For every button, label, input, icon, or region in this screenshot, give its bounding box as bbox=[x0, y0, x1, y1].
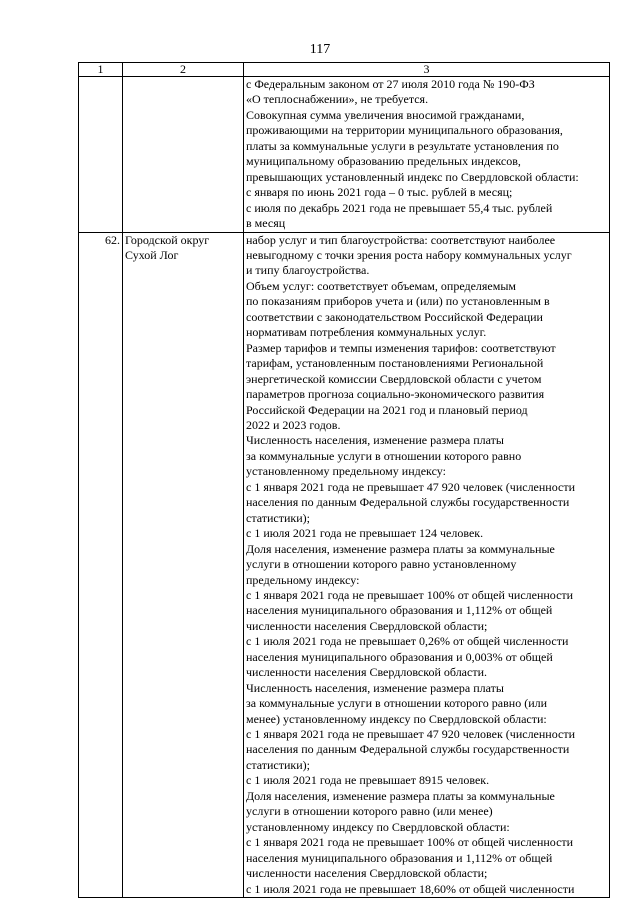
text-line: превышающих установленный индекс по Свердловской области: bbox=[246, 169, 579, 184]
text-line: невыгодному с точки зрения роста набору коммунальных услуг bbox=[246, 247, 572, 262]
text-line: Доля населения, изменение размера платы за коммунальные bbox=[246, 541, 555, 556]
text-line: населения муниципального образования и 1,112% от общей bbox=[246, 603, 553, 618]
text-line: «О теплоснабжении», не требуется. bbox=[246, 92, 429, 107]
page-number: 117 bbox=[309, 42, 331, 57]
table-header-row bbox=[79, 63, 610, 77]
text-line: параметров прогноза социально-экономического развития bbox=[246, 387, 545, 402]
column-header-3: 3 bbox=[244, 63, 610, 77]
text-line: Российской Федерации на 2021 год и плановый период bbox=[246, 402, 528, 417]
text-line: с 1 июля 2021 года не превышает 8915 человек. bbox=[246, 773, 490, 788]
text-line: соответствии с законодательством Российской Федерации bbox=[246, 309, 543, 324]
municipality-name-line: Сухой Лог bbox=[125, 247, 179, 262]
text-line: населения муниципального образования и 1,112% от общей bbox=[246, 850, 553, 865]
text-line: менее) установленному индексу по Свердловской области: bbox=[246, 711, 547, 726]
text-line: с Федеральным законом от 27 июля 2010 года № 190-ФЗ bbox=[246, 77, 535, 91]
text-line: услуги в отношении которого равно (или менее) bbox=[246, 804, 493, 819]
text-line: с 1 января 2021 года не превышает 100% от общей численности bbox=[246, 835, 574, 850]
text-line: Численность населения, изменение размера платы bbox=[246, 680, 504, 695]
text-line: и типу благоустройства. bbox=[246, 263, 370, 278]
text-line: численности населения Свердловской области; bbox=[246, 866, 488, 881]
document-table bbox=[78, 62, 610, 898]
text-line: с 1 января 2021 года не превышает 100% от общей численности bbox=[246, 587, 574, 602]
text-line: Численность населения, изменение размера платы bbox=[246, 433, 504, 448]
text-line: с 1 января 2021 года не превышает 47 920 человек (численности bbox=[246, 479, 576, 494]
row-number-cell: 62. bbox=[79, 232, 123, 897]
municipality-name-cell bbox=[123, 77, 244, 233]
text-line: статистики); bbox=[246, 510, 310, 525]
text-line: муниципальному образованию предельных индексов, bbox=[246, 154, 521, 169]
text-line: платы за коммунальные услуги в результате установления по bbox=[246, 138, 559, 153]
text-line: статистики); bbox=[246, 757, 310, 772]
text-line: в месяц bbox=[246, 216, 286, 231]
text-line: численности населения Свердловской области. bbox=[246, 665, 487, 680]
text-line: услуги в отношении которого равно установленному bbox=[246, 557, 517, 572]
text-line: предельному индексу: bbox=[246, 572, 360, 587]
municipality-name-cell bbox=[123, 232, 244, 897]
text-line: Доля населения, изменение размера платы за коммунальные bbox=[246, 788, 555, 803]
text-line: установленному индексу по Свердловской области: bbox=[246, 819, 510, 834]
text-line: с 1 января 2021 года не превышает 47 920 человек (численности bbox=[246, 727, 576, 742]
text-line: 2022 и 2023 годов. bbox=[246, 417, 341, 432]
text-line: установленному предельному индексу: bbox=[246, 464, 446, 479]
text-line: Объем услуг: соответствует объемам, определяемым bbox=[246, 278, 517, 293]
text-line: населения по данным Федеральной службы государственности bbox=[246, 495, 570, 510]
text-line: набор услуг и тип благоустройства: соответствуют наиболее bbox=[246, 232, 556, 247]
row-number-cell bbox=[79, 77, 123, 233]
text-line: Размер тарифов и темпы изменения тарифов: соответствуют bbox=[246, 340, 556, 355]
table-row-continuation bbox=[79, 77, 610, 233]
text-line: с июля по декабрь 2021 года не превышает 55,4 тыс. рублей bbox=[246, 200, 553, 215]
text-line: тарифам, установленным постановлениями Региональной bbox=[246, 356, 544, 371]
description-cell bbox=[244, 77, 610, 233]
text-line: за коммунальные услуги в отношении которого равно bbox=[246, 448, 522, 463]
text-line: Совокупная сумма увеличения вносимой гражданами, bbox=[246, 107, 525, 122]
municipality-name-line: Городской округ bbox=[125, 232, 210, 247]
column-header-1: 1 bbox=[79, 63, 123, 77]
text-line: нормативам потребления коммунальных услуг. bbox=[246, 325, 487, 340]
text-line: с января по июнь 2021 года – 0 тыс. рублей в месяц; bbox=[246, 185, 513, 200]
column-header-2: 2 bbox=[123, 63, 244, 77]
text-line: населения муниципального образования и 0,003% от общей bbox=[246, 649, 553, 664]
text-line: энергетической комиссии Свердловской области с учетом bbox=[246, 371, 542, 386]
table-row-62 bbox=[79, 232, 610, 897]
text-line: по показаниям приборов учета и (или) по установленным в bbox=[246, 294, 550, 309]
description-cell bbox=[244, 232, 610, 897]
text-line: проживающими на территории муниципального образования, bbox=[246, 123, 563, 138]
text-line: с 1 июля 2021 года не превышает 18,60% от общей численности bbox=[246, 881, 575, 896]
text-line: численности населения Свердловской области; bbox=[246, 618, 488, 633]
text-line: за коммунальные услуги в отношении которого равно (или bbox=[246, 696, 548, 711]
text-line: с 1 июля 2021 года не превышает 0,26% от общей численности bbox=[246, 634, 569, 649]
text-line: с 1 июля 2021 года не превышает 124 человек. bbox=[246, 526, 484, 541]
text-line: населения по данным Федеральной службы государственности bbox=[246, 742, 570, 757]
